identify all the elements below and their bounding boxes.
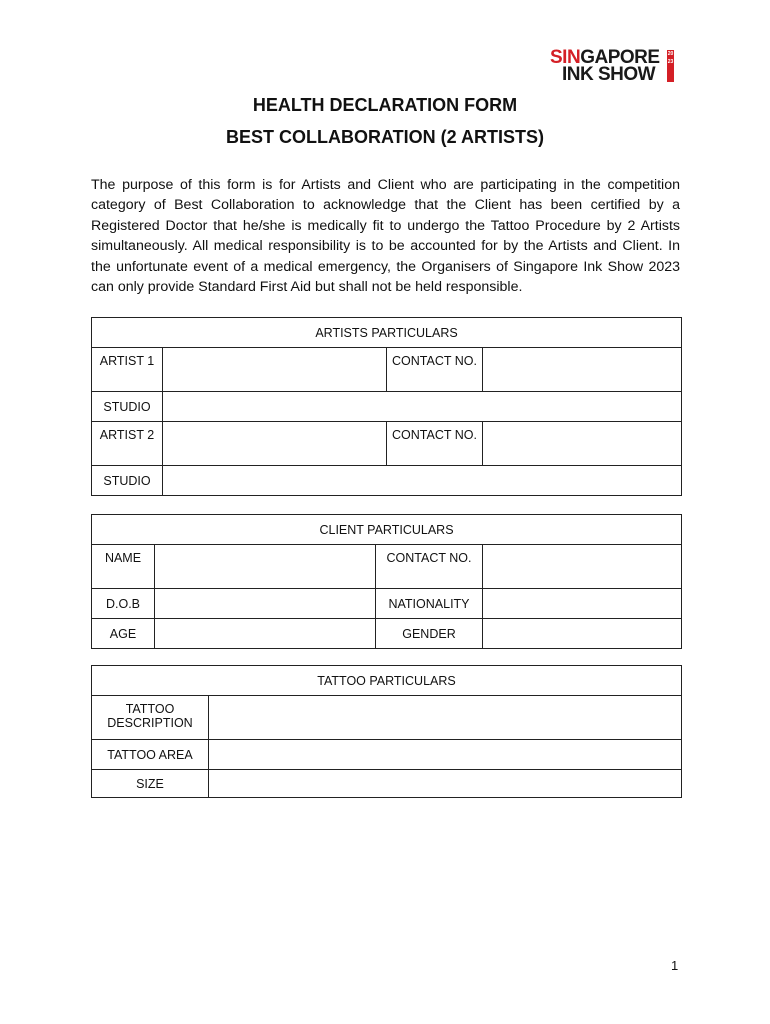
age-field[interactable]	[155, 619, 376, 649]
artist-2-label: ARTIST 2	[92, 422, 163, 466]
client-particulars-heading: CLIENT PARTICULARS	[92, 515, 682, 545]
artist-1-label: ARTIST 1	[92, 348, 163, 392]
client-contact-label: CONTACT NO.	[376, 545, 483, 589]
tattoo-area-field[interactable]	[209, 740, 682, 770]
tattoo-particulars-table	[91, 665, 682, 798]
client-contact-field[interactable]	[483, 545, 682, 589]
artist-2-contact-label: CONTACT NO.	[387, 422, 483, 466]
gender-field[interactable]	[483, 619, 682, 649]
logo-line-1: SINGAPORE	[550, 47, 660, 68]
logo-year-badge: 2023	[667, 50, 674, 82]
artist-2-studio-field[interactable]	[163, 466, 682, 496]
gender-label: GENDER	[376, 619, 483, 649]
artist-2-field[interactable]	[163, 422, 387, 466]
size-field[interactable]	[209, 770, 682, 798]
page-number: 1	[671, 958, 679, 973]
name-field[interactable]	[155, 545, 376, 589]
tattoo-description-label: TATTOO DESCRIPTION	[92, 696, 209, 740]
artists-particulars-table	[91, 317, 682, 496]
nationality-field[interactable]	[483, 589, 682, 619]
intro-paragraph: The purpose of this form is for Artists and Client who are participating in the competition category of Best Collaboration to acknowledge that the Client has been certified by a Registered Doctor that he/she is medically fit to undergo the Tattoo Procedure by 2 Artists simultaneously. All medical responsibility is to be accounted for by the Artists and Client. In the unfortunate event of a medical emergency, the Organisers of Singapore Ink Show 2023 can only provide Standard First Aid but shall not be held responsible.	[91, 177, 680, 296]
dob-field[interactable]	[155, 589, 376, 619]
tattoo-description-field[interactable]	[209, 696, 682, 740]
client-particulars-table	[91, 514, 682, 649]
age-label: AGE	[92, 619, 155, 649]
dob-label: D.O.B	[92, 589, 155, 619]
tattoo-particulars-heading: TATTOO PARTICULARS	[92, 666, 682, 696]
singapore-ink-show-logo	[548, 48, 676, 84]
form-title: HEALTH DECLARATION FORM	[252, 95, 518, 115]
form-subtitle: BEST COLLABORATION (2 ARTISTS)	[226, 127, 544, 147]
artist-2-contact-field[interactable]	[483, 422, 682, 466]
artist-1-studio-field[interactable]	[163, 392, 682, 422]
artist-1-studio-label: STUDIO	[92, 392, 163, 422]
tattoo-area-label: TATTOO AREA	[92, 740, 209, 770]
size-label: SIZE	[92, 770, 209, 798]
artist-1-contact-field[interactable]	[483, 348, 682, 392]
name-label: NAME	[92, 545, 155, 589]
artist-1-field[interactable]	[163, 348, 387, 392]
artists-particulars-heading: ARTISTS PARTICULARS	[92, 318, 682, 348]
artist-2-studio-label: STUDIO	[92, 466, 163, 496]
logo-line-2: INK SHOW	[562, 64, 656, 85]
nationality-label: NATIONALITY	[376, 589, 483, 619]
artist-1-contact-label: CONTACT NO.	[387, 348, 483, 392]
